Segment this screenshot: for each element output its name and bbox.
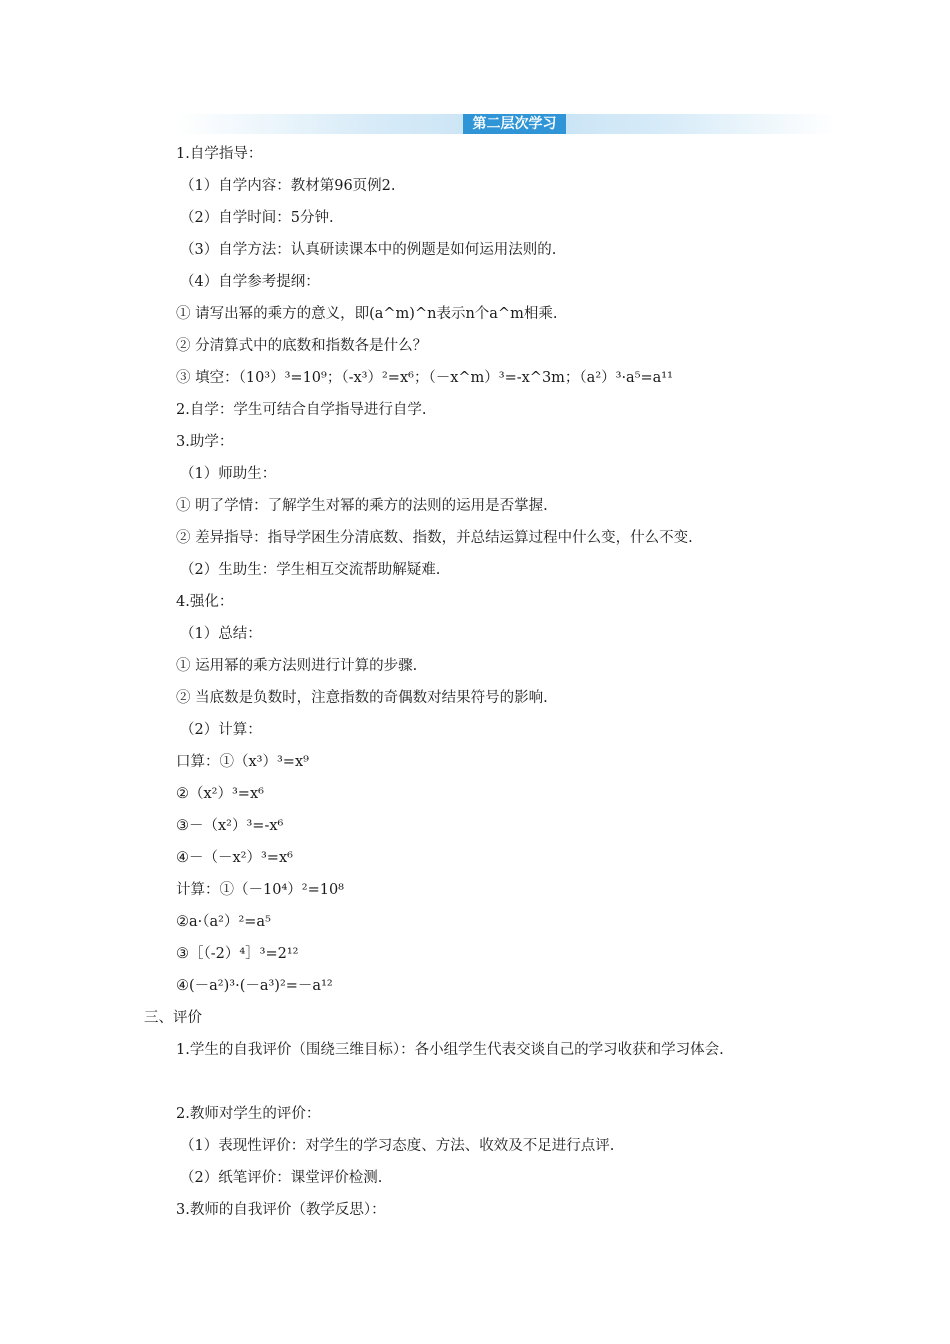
text-line: ② 差异指导：指导学困生分清底数、指数，并总结运算过程中什么变，什么不变. bbox=[176, 530, 693, 546]
section-title: 第二层次学习 bbox=[463, 114, 566, 134]
section-heading: 三、评价 bbox=[144, 1010, 202, 1026]
text-line: ③－（x²）³=-x⁶ bbox=[176, 818, 284, 834]
text-line: 计算：①（－10⁴）²=10⁸ bbox=[176, 882, 344, 898]
text-line: ① 请写出幂的乘方的意义，即(a^m)^n表示n个a^m相乘. bbox=[176, 306, 558, 322]
text-line: ① 明了学情：了解学生对幂的乘方的法则的运用是否掌握. bbox=[176, 498, 548, 514]
text-line: 1.自学指导： bbox=[176, 146, 263, 162]
text-line: （2）纸笔评价：课堂评价检测. bbox=[180, 1170, 383, 1186]
text-line: ② 分清算式中的底数和指数各是什么？ bbox=[176, 338, 428, 354]
text-line: ②（x²）³=x⁶ bbox=[176, 786, 264, 802]
text-line: ③［（-2）⁴］³=2¹² bbox=[176, 946, 299, 962]
text-line: （2）计算： bbox=[180, 722, 262, 738]
text-line: 3.教师的自我评价（教学反思）： bbox=[176, 1202, 386, 1218]
text-line: （1）自学内容：教材第96页例2. bbox=[180, 178, 396, 194]
text-line: （3）自学方法：认真研读课本中的例题是如何运用法则的. bbox=[180, 242, 557, 258]
text-line: （2）自学时间：5分钟. bbox=[180, 210, 334, 226]
text-line: （4）自学参考提纲： bbox=[180, 274, 320, 290]
text-line: 口算：①（x³）³=x⁹ bbox=[176, 754, 309, 770]
text-line: （1）表现性评价：对学生的学习态度、方法、收效及不足进行点评. bbox=[180, 1138, 615, 1154]
text-line: ① 运用幂的乘方法则进行计算的步骤. bbox=[176, 658, 418, 674]
text-line: ②a·（a²）²=a⁵ bbox=[176, 914, 271, 930]
text-line: ② 当底数是负数时，注意指数的奇偶数对结果符号的影响. bbox=[176, 690, 548, 706]
text-line: ③ 填空：（10³）³=10⁹；（-x³）²=x⁶；（－x^m）³=-x^3m；（a²）³·a⁵=a¹¹ bbox=[176, 370, 673, 386]
text-line: 2.自学：学生可结合自学指导进行自学. bbox=[176, 402, 427, 418]
text-line: ④－（－x²）³=x⁶ bbox=[176, 850, 293, 866]
text-line: 2.教师对学生的评价： bbox=[176, 1106, 321, 1122]
text-line: 4.强化： bbox=[176, 594, 234, 610]
text-line: ④(－a²)³·(－a³)²=－a¹² bbox=[176, 978, 333, 994]
text-line: （1）师助生： bbox=[180, 466, 277, 482]
text-line: （2）生助生：学生相互交流帮助解疑难. bbox=[180, 562, 441, 578]
text-line: （1）总结： bbox=[180, 626, 262, 642]
text-line: 3.助学： bbox=[176, 434, 234, 450]
text-paragraph: 1.学生的自我评价（围绕三维目标）：各小组学生代表交谈自己的学习收获和学习体会. bbox=[176, 1042, 724, 1058]
